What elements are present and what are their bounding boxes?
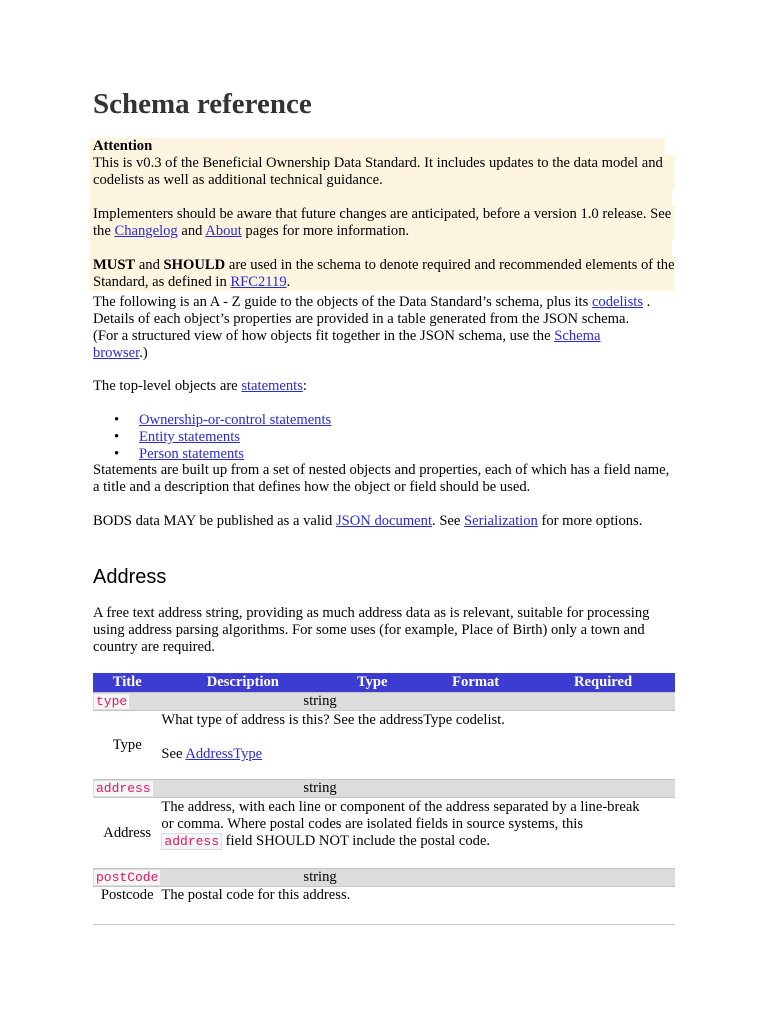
field-type-value: string (161, 869, 675, 887)
header-type: Type (324, 673, 420, 693)
field-description: What type of address is this? See the addressType codelist. See AddressType (161, 711, 675, 780)
schema-browser-link[interactable]: Schema browser (93, 328, 601, 361)
field-name-address: address (93, 780, 154, 797)
table-row (93, 869, 675, 887)
serialization-link[interactable]: Serialization (464, 513, 538, 529)
changelog-link[interactable]: Changelog (114, 223, 178, 239)
ownership-statements-link[interactable]: Ownership-or-control statements (139, 412, 332, 428)
header-format: Format (420, 673, 531, 693)
person-statements-link[interactable]: Person statements (139, 446, 244, 462)
rfc2119-link[interactable]: RFC2119 (230, 274, 287, 290)
inline-code-address: address (161, 833, 222, 850)
about-link[interactable]: About (205, 223, 242, 239)
statements-link[interactable]: statements (241, 378, 303, 394)
json-document-link[interactable]: JSON document (335, 513, 433, 529)
attention-rfc-text: MUST and SHOULD are used in the schema to denote required and recommended elements of the Standard, as defined in RFC2119. (93, 257, 675, 290)
field-description: The address, with each line or component of the address separated by a line-break or comma. Where postal codes are isolated fields in source systems, this address field SHOULD NOT include the postal code. (161, 798, 675, 869)
field-title: Address (93, 798, 161, 869)
field-type-value: string (161, 693, 675, 711)
table-row (93, 887, 675, 922)
entity-statements-link[interactable]: Entity statements (139, 429, 240, 445)
intro-paragraph: The following is an A - Z guide to the objects of the Data Standard’s schema, plus its codelists . Details of each object’s properties are provided in a table generated from the JSON schema. (For a structured view of how objects fit together in the JSON schema, use the Schema browser.) (93, 294, 651, 361)
list-item (93, 446, 673, 463)
header-description: Description (161, 673, 324, 693)
toplevel-paragraph: The top-level objects are statements: (93, 378, 307, 394)
table-row (93, 780, 675, 798)
address-properties-table (93, 673, 675, 921)
field-title: Postcode (93, 887, 161, 922)
codelists-link[interactable]: codelists (591, 294, 644, 310)
field-name-type: type (93, 693, 130, 710)
addresstype-link[interactable]: AddressType (185, 746, 263, 762)
table-bottom-rule (93, 924, 675, 925)
attention-implementers-text: Implementers should be aware that future changes are anticipated, before a version 1.0 release. See the Changelog and About pages for more information. (93, 206, 672, 239)
field-name-postcode: postCode (93, 869, 161, 886)
bods-paragraph: BODS data MAY be published as a valid JSON document. See Serialization for more options. (93, 513, 643, 529)
header-title: Title (93, 673, 161, 693)
table-row (93, 798, 675, 869)
address-heading: Address (93, 566, 167, 588)
field-type-value: string (161, 780, 675, 798)
table-row (93, 693, 675, 711)
attention-box (90, 138, 675, 291)
attention-heading: Attention (90, 138, 665, 155)
address-description: A free text address string, providing as much address data as is relevant, suitable for processing using address parsing algorithms. For some uses (for example, Place of Birth) only a town and country are required. (93, 605, 650, 655)
statement-list (93, 412, 673, 463)
page-title: Schema reference (93, 88, 312, 120)
field-description: The postal code for this address. (161, 887, 675, 922)
list-item (93, 429, 673, 446)
header-required: Required (531, 673, 675, 693)
field-title: Type (93, 711, 161, 780)
list-item (93, 412, 673, 429)
attention-version-text: This is v0.3 of the Beneficial Ownership Data Standard. It includes updates to the data model and codelists as well as additional technical guidance. (93, 155, 663, 188)
table-row (93, 711, 675, 780)
statements-paragraph: Statements are built up from a set of nested objects and properties, each of which has a field name, a title and a description that defines how the object or field should be used. (93, 462, 670, 495)
table-header-row (93, 673, 675, 693)
